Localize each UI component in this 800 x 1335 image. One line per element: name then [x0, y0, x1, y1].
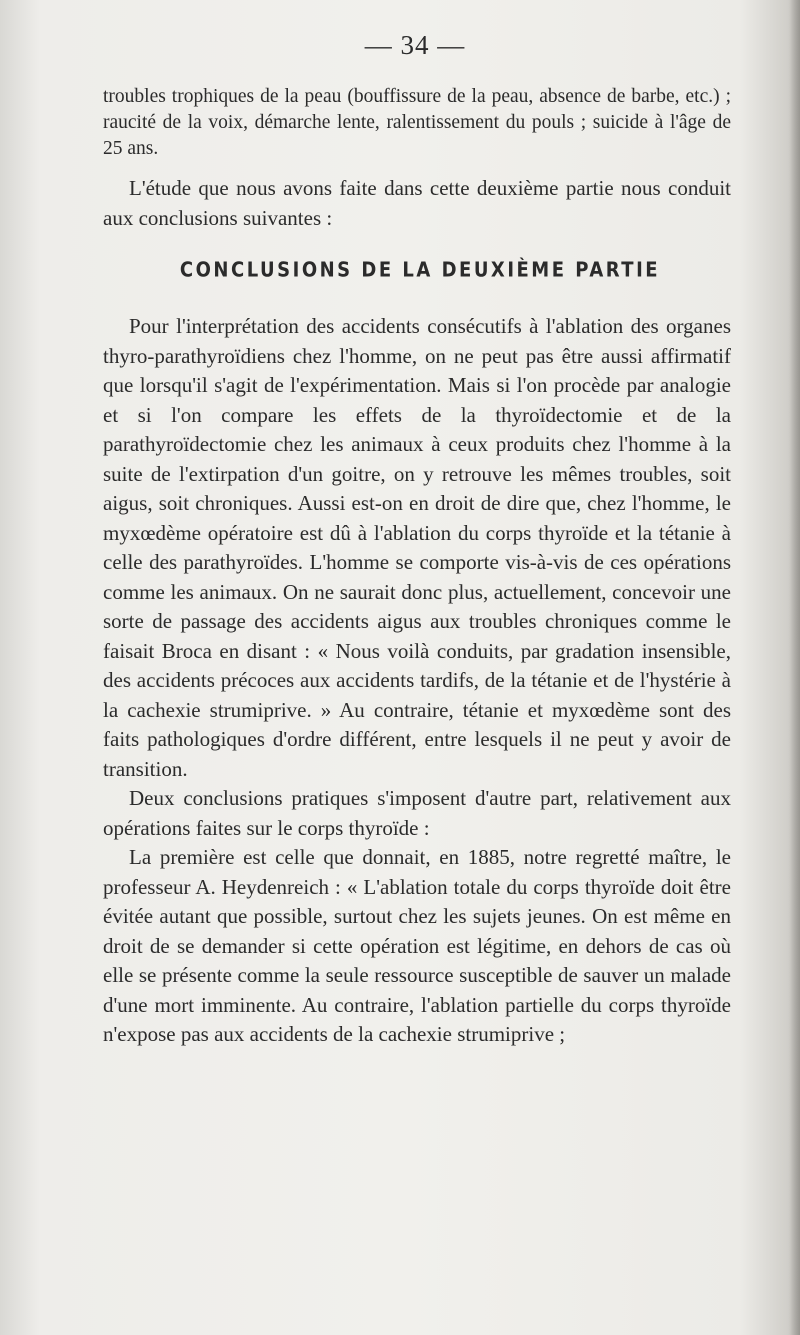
page-edge-shadow	[788, 0, 800, 1335]
paragraph-interpretation: Pour l'interprétation des accidents consécutifs à l'ablation des organes thyro-parathyroïdiens chez l'homme, on ne peut pas être aussi affirmatif que lorsqu'il s'agit de l'expérimentation. Mais si l'on procède par analogie et si l'on compare les effets de la thyroïdectomie et de la parathyroïdectomie chez les animaux à ceux produits chez l'homme à la suite de l'extirpation d'un goitre, on y retrouve les mêmes troubles, soit aigus, soit chroniques. Aussi est-on en droit de dire que, chez l'homme, le myxœdème opératoire est dû à l'ablation du corps thyroïde et la tétanie à celle des parathyroïdes. L'homme se comporte vis-à-vis de ces opérations comme les animaux. On ne saurait donc plus, actuellement, concevoir une sorte de passage des accidents aigus aux troubles chroniques comme le faisait Broca en disant : « Nous voilà conduits, par gradation insensible, des accidents précoces aux accidents tardifs, de la tétanie et de l'hystérie à la cachexie strumiprive. » Au contraire, tétanie et myxœdème sont des faits pathologiques d'ordre différent, entre lesquels il ne peut y avoir de transition.	[103, 314, 731, 781]
section-heading: CONCLUSIONS DE LA DEUXIÈME PARTIE	[179, 258, 661, 283]
intro-text: L'étude que nous avons faite dans cette deuxième partie nous conduit aux conclusions suivantes :	[103, 176, 731, 230]
conclusions-body	[103, 312, 731, 1050]
paragraph-first-conclusion: La première est celle que donnait, en 1885, notre regretté maître, le professeur A. Heydenreich : « L'ablation totale du corps thyroïde doit être évitée autant que possible, surtout chez les sujets jeunes. On est même en droit de se demander si cette opération est légitime, en dehors de cas où elle se présente comme la seule ressource susceptible de sauver un malade d'une mort imminente. Au contraire, l'ablation partielle du corps thyroïde n'expose pas aux accidents de la cachexie strumiprive ;	[103, 845, 731, 1046]
page-number: — 34 —	[364, 30, 466, 60]
paragraph-practical-conclusions: Deux conclusions pratiques s'imposent d'autre part, relativement aux opérations faites sur le corps thyroïde :	[103, 786, 731, 840]
continued-fragment: troubles trophiques de la peau (bouffissure de la peau, absence de barbe, etc.) ; raucité de la voix, démarche lente, ralentissement du pouls ; suicide à l'âge de 25 ans.	[103, 86, 731, 159]
intro-paragraph	[103, 174, 731, 233]
